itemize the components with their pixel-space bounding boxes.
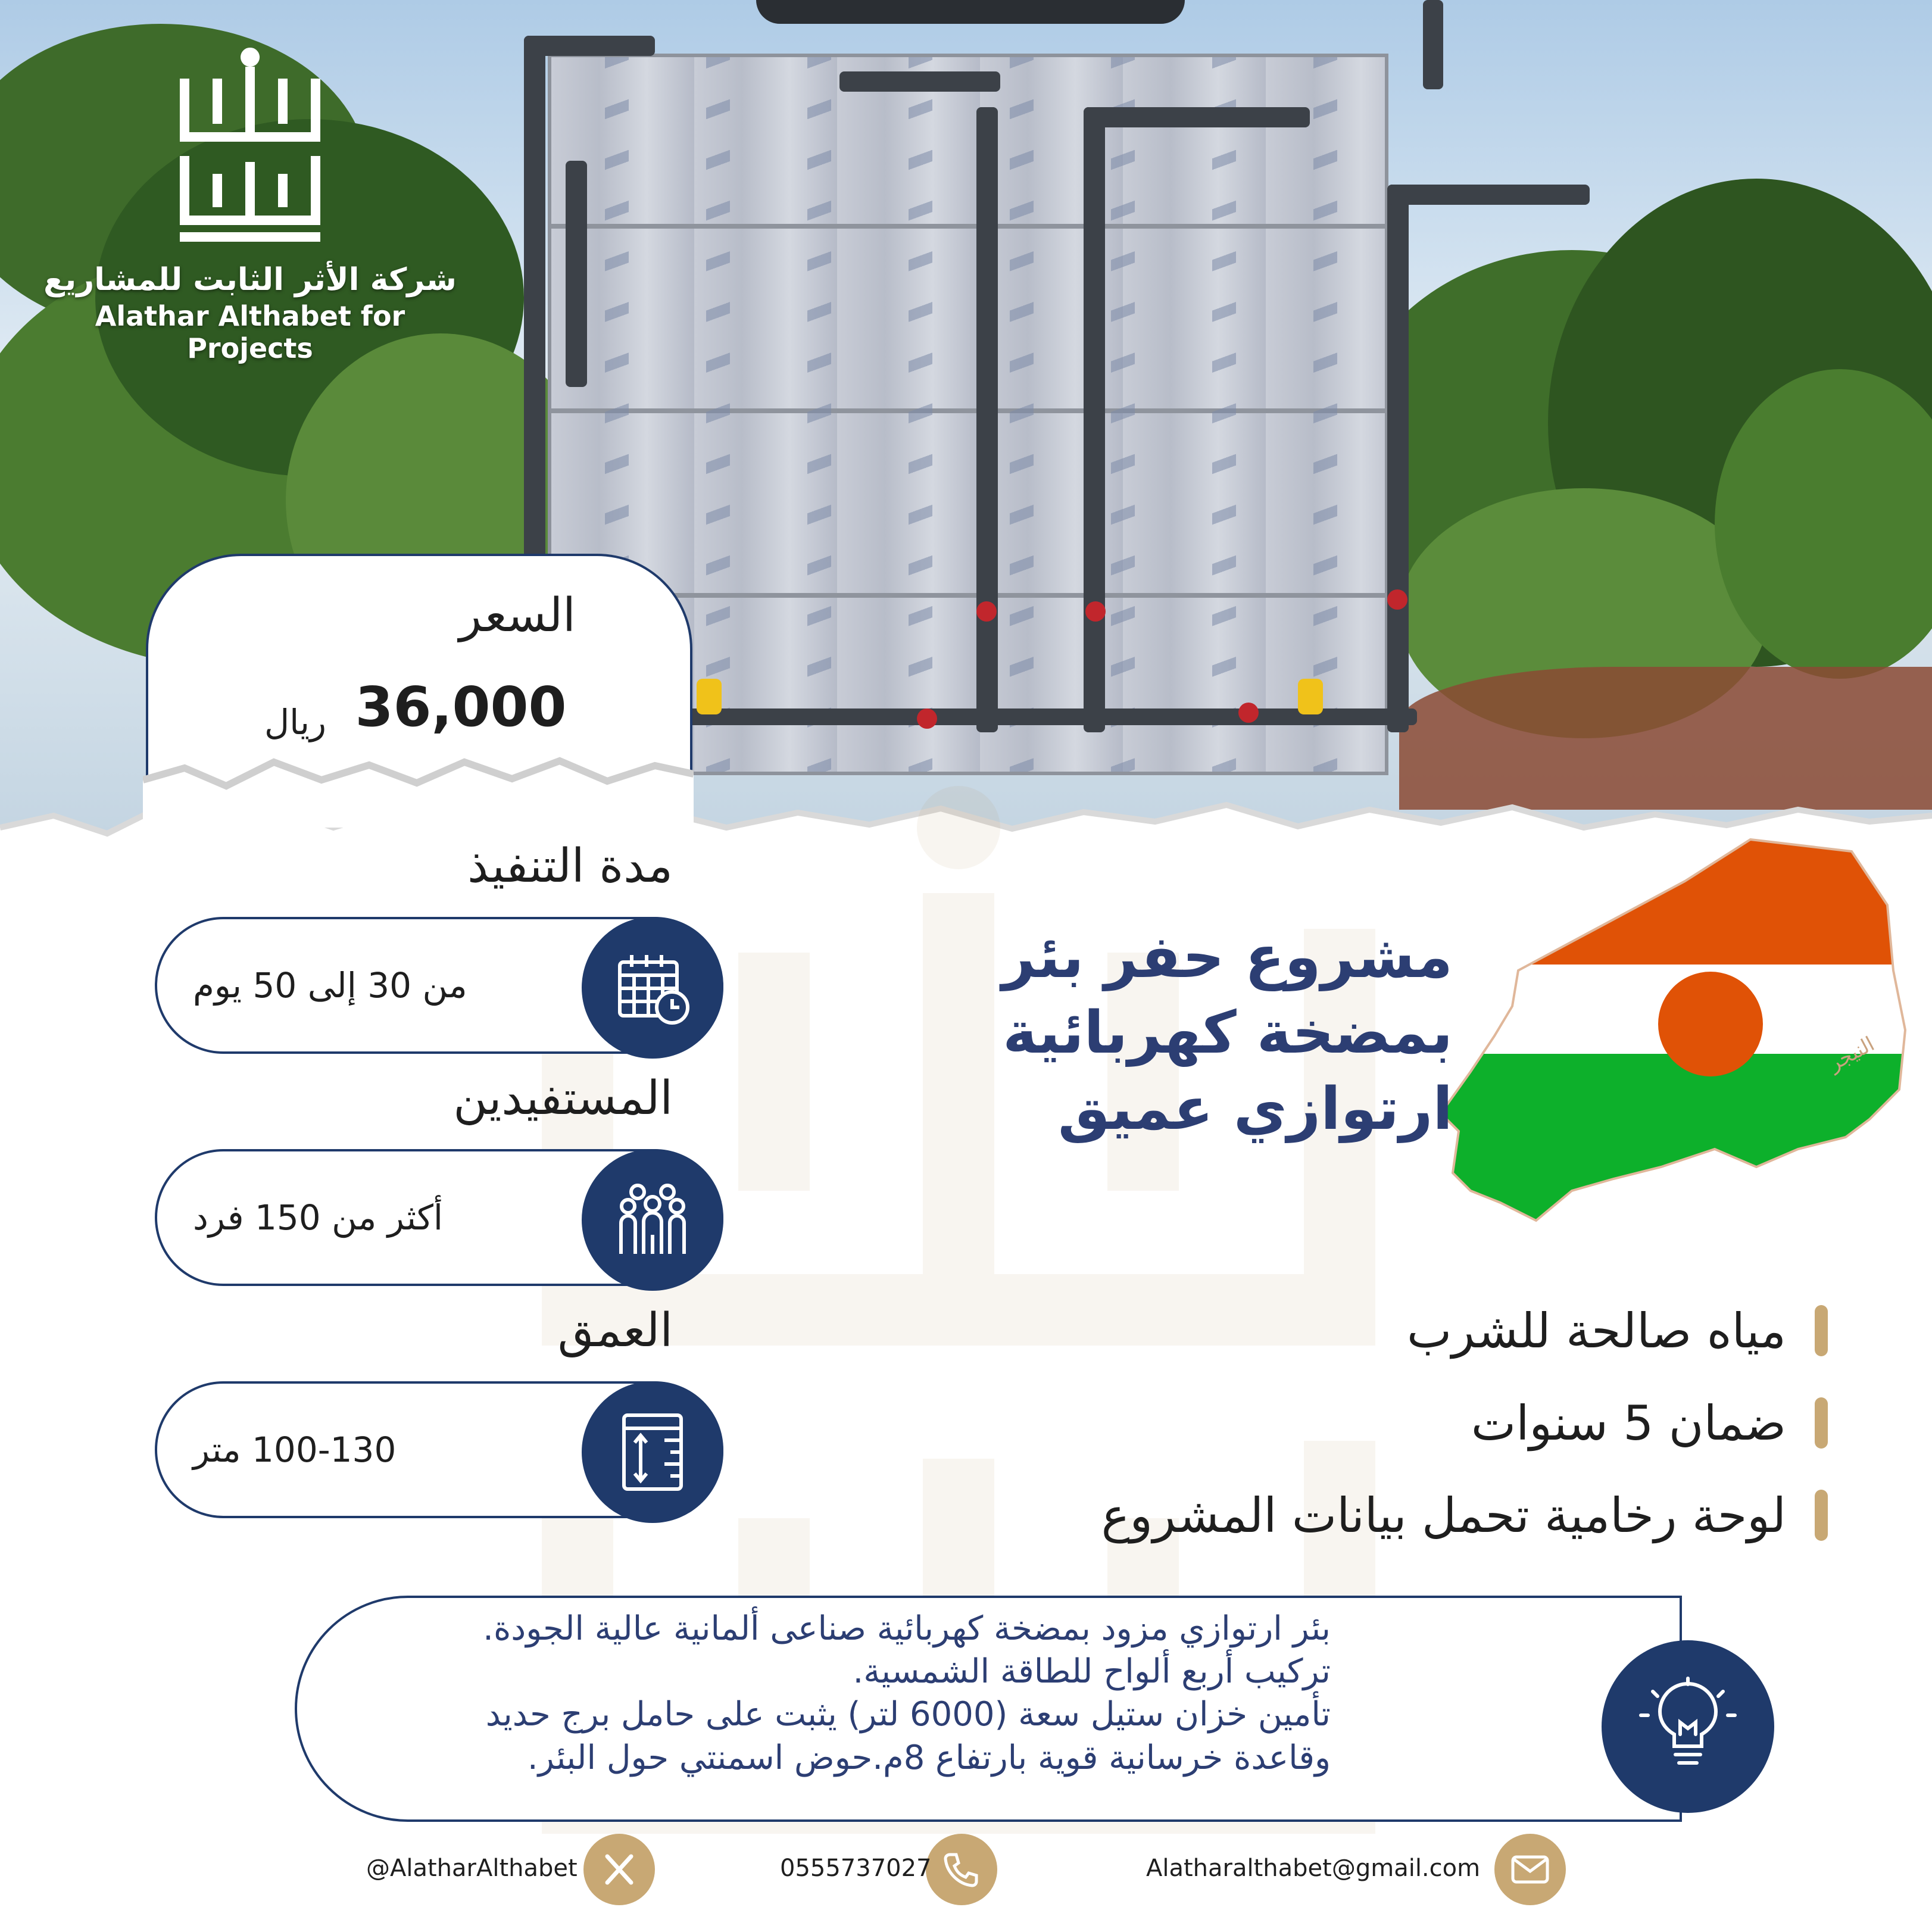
beneficiaries-value: أكثر من 150 فرد [193,1197,444,1238]
duration-title: مدة التنفيذ [467,839,673,893]
x-handle[interactable]: @AlatharAlthabet [366,1855,578,1882]
description-line: تأمين خزان ستيل سعة (6000 لتر) يثبت على حامل برج حديد [485,1695,1331,1734]
company-name-english: Alathar Althabet for Projects [95,300,405,364]
depth-gauge-icon [582,1381,723,1523]
price-currency: ريال [264,702,326,742]
depth-pill [155,1381,723,1518]
project-title-line: مشروع حفر بئر [1001,923,1453,991]
project-title-line: ارتوازي عميق [1057,1075,1453,1143]
feature-item [1471,1390,1828,1456]
price-value: 36,000 [355,675,567,739]
x-twitter-icon[interactable] [583,1834,655,1905]
duration-pill [155,917,723,1054]
duration-value: من 30 إلى 50 يوم [193,965,467,1006]
description-line: بئر ارتوازي مزود بمضخة كهربائية صناعى ألمانية عالية الجودة. [483,1609,1331,1648]
niger-flag-map [1435,834,1923,1250]
email-address[interactable]: Alatharalthabet@gmail.com [1146,1855,1481,1882]
feature-item [1101,1482,1828,1548]
feature-bullet [1815,1397,1828,1449]
beneficiaries-pill [155,1149,723,1286]
feature-text: مياه صالحة للشرب [1406,1303,1786,1359]
depth-value: 100-130 متر [193,1430,397,1470]
feature-bullet [1815,1305,1828,1356]
map-label: النيجر [1824,1032,1879,1076]
people-group-icon [582,1149,723,1291]
lightbulb-icon [1602,1640,1774,1813]
description-line: تركيب أربع ألواح للطاقة الشمسية. [853,1652,1331,1691]
depth-title: العمق [557,1304,673,1357]
company-logo [36,48,464,364]
project-title-line: بمضخة كهربائية [1003,999,1453,1068]
phone-icon[interactable] [926,1834,997,1905]
description-line: وقاعدة خرسانية قوية بارتفاع 8م.حوض اسمنتي حول البئر. [527,1738,1331,1777]
company-name-arabic: شركة الأثر الثابت للمشاريع [43,262,457,298]
feature-bullet [1815,1490,1828,1541]
price-label: السعر [459,589,576,642]
calendar-clock-icon [582,917,723,1059]
feature-item [1407,1298,1828,1363]
description-text [199,1608,1331,1780]
logo-mark-icon [173,48,327,244]
beneficiaries-title: المستفيدين [453,1072,673,1125]
feature-text: لوحة رخامية تحمل بيانات المشروع [1101,1487,1786,1543]
feature-text: ضمان 5 سنوات [1471,1395,1786,1451]
phone-number[interactable]: 0555737027 [780,1855,932,1882]
email-icon[interactable] [1494,1834,1566,1905]
project-title [905,920,1453,1147]
